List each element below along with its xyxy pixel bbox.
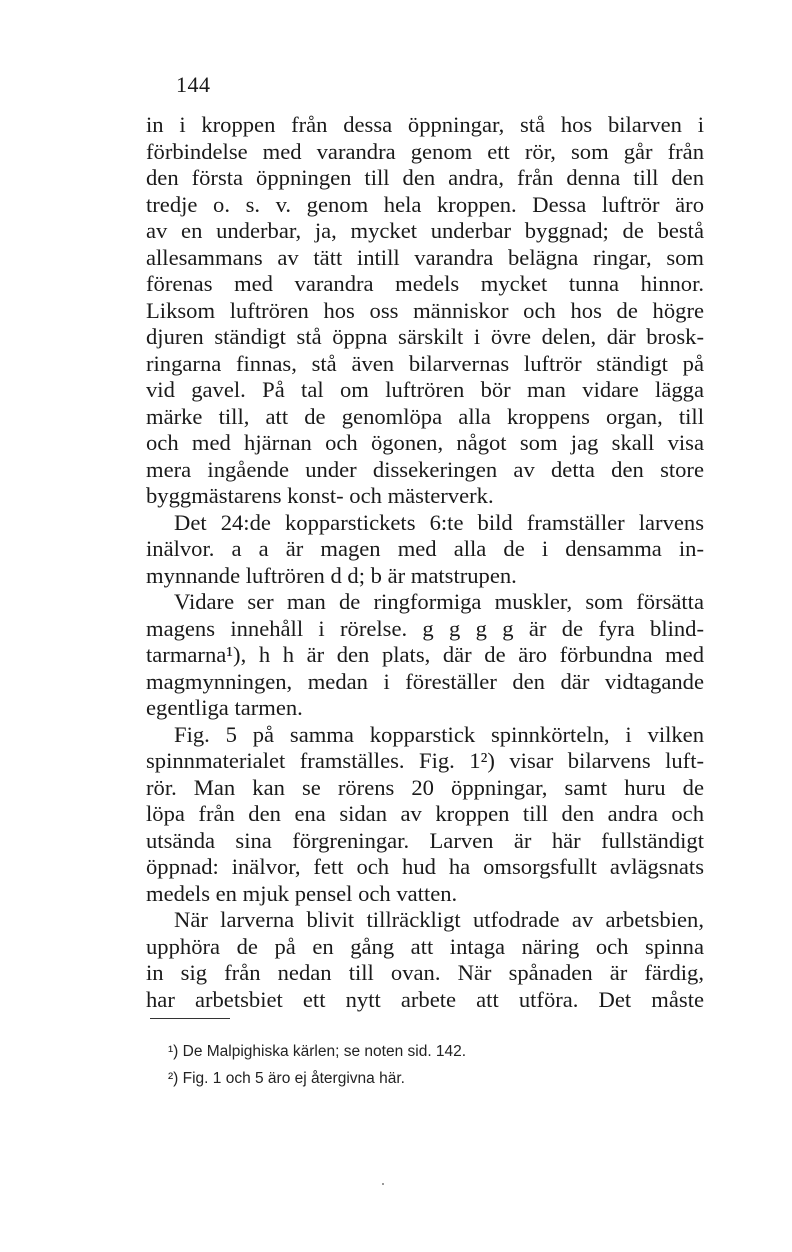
text-line: allesammans av tätt intill varandra belägna ringar, som <box>146 244 704 270</box>
text-line: löpa från den ena sidan av kroppen till den andra och <box>146 801 704 826</box>
text-line: inälvor. a a är magen med alla de i densamma in- <box>146 536 704 561</box>
text-line: vid gavel. På tal om luftrören bör man vidare lägga <box>146 377 704 402</box>
text-line: in sig från nedan till ovan. När spånaden är färdig, <box>146 960 704 985</box>
text-line: utsända sina förgreningar. Larven är här fullständigt <box>146 827 704 853</box>
text-line: mera ingående under dissekeringen av detta den store <box>146 456 704 482</box>
text-line: medels en mjuk pensel och vatten. <box>146 880 458 906</box>
text-line: in i kroppen från dessa öppningar, stå hos bilarven i <box>146 112 704 137</box>
text-line: tarmarna¹), h h är den plats, där de äro förbundna med <box>146 642 704 667</box>
page-number: 144 <box>176 72 211 97</box>
text-line: djuren ständigt stå öppna särskilt i övre delen, där brosk- <box>146 324 704 349</box>
text-line: byggmästarens konst- och mästerverk. <box>146 483 494 508</box>
text-line: tredje o. s. v. genom hela kroppen. Dessa luftrör äro <box>146 191 704 217</box>
text-line: spinnmaterialet framställes. Fig. 1²) visar bilarvens luft- <box>146 748 704 773</box>
footnote-1: ¹) De Malpighiska kärlen; se noten sid. 142. <box>168 1043 467 1060</box>
footnote-2: ²) Fig. 1 och 5 äro ej återgivna här. <box>168 1070 405 1087</box>
text-line: den första öppningen till den andra, från denna till den <box>146 165 704 190</box>
text-line: Vidare ser man de ringformiga muskler, som försätta <box>174 589 704 614</box>
footnotes <box>168 1038 466 1092</box>
text-line: Liksom luftrören hos oss människor och hos de högre <box>146 297 704 323</box>
text-line: av en underbar, ja, mycket underbar byggnad; de bestå <box>146 218 704 243</box>
text-line: mynnande luftrören d d; b är matstrupen. <box>146 562 517 588</box>
text-line: Fig. 5 på samma kopparstick spinnkörteln, i vilken <box>174 721 704 747</box>
text-line: förenas med varandra medels mycket tunna hinnor. <box>146 271 704 296</box>
text-line: märke till, att de genomlöpa alla kroppens organ, till <box>146 403 704 429</box>
footnote-rule <box>150 1018 230 1019</box>
text-line: magmynningen, medan i föreställer den där vidtagande <box>146 668 704 694</box>
text-line: Det 24:de kopparstickets 6:te bild framställer larvens <box>174 509 704 535</box>
text-line: förbindelse med varandra genom ett rör, som går från <box>146 138 704 164</box>
text-line: öppnad: inälvor, fett och hud ha omsorgsfullt avlägsnats <box>146 854 704 879</box>
text-line: ringarna finnas, stå även bilarvernas luftrör ständigt på <box>146 350 704 376</box>
text-line: har arbetsbiet ett nytt arbete att utföra. Det måste <box>146 986 704 1012</box>
text-line: egentliga tarmen. <box>146 695 303 720</box>
text-line: upphöra de på en gång att intaga näring och spinna <box>146 933 704 959</box>
text-line: När larverna blivit tillräckligt utfodrade av arbetsbien, <box>174 907 704 932</box>
body-text <box>146 112 704 1013</box>
text-line: och med hjärnan och ögonen, något som jag skall visa <box>146 430 704 455</box>
text-line: magens innehåll i rörelse. g g g g är de fyra blind- <box>146 615 704 641</box>
text-line: rör. Man kan se rörens 20 öppningar, samt huru de <box>146 774 704 800</box>
stray-mark <box>382 1183 384 1185</box>
